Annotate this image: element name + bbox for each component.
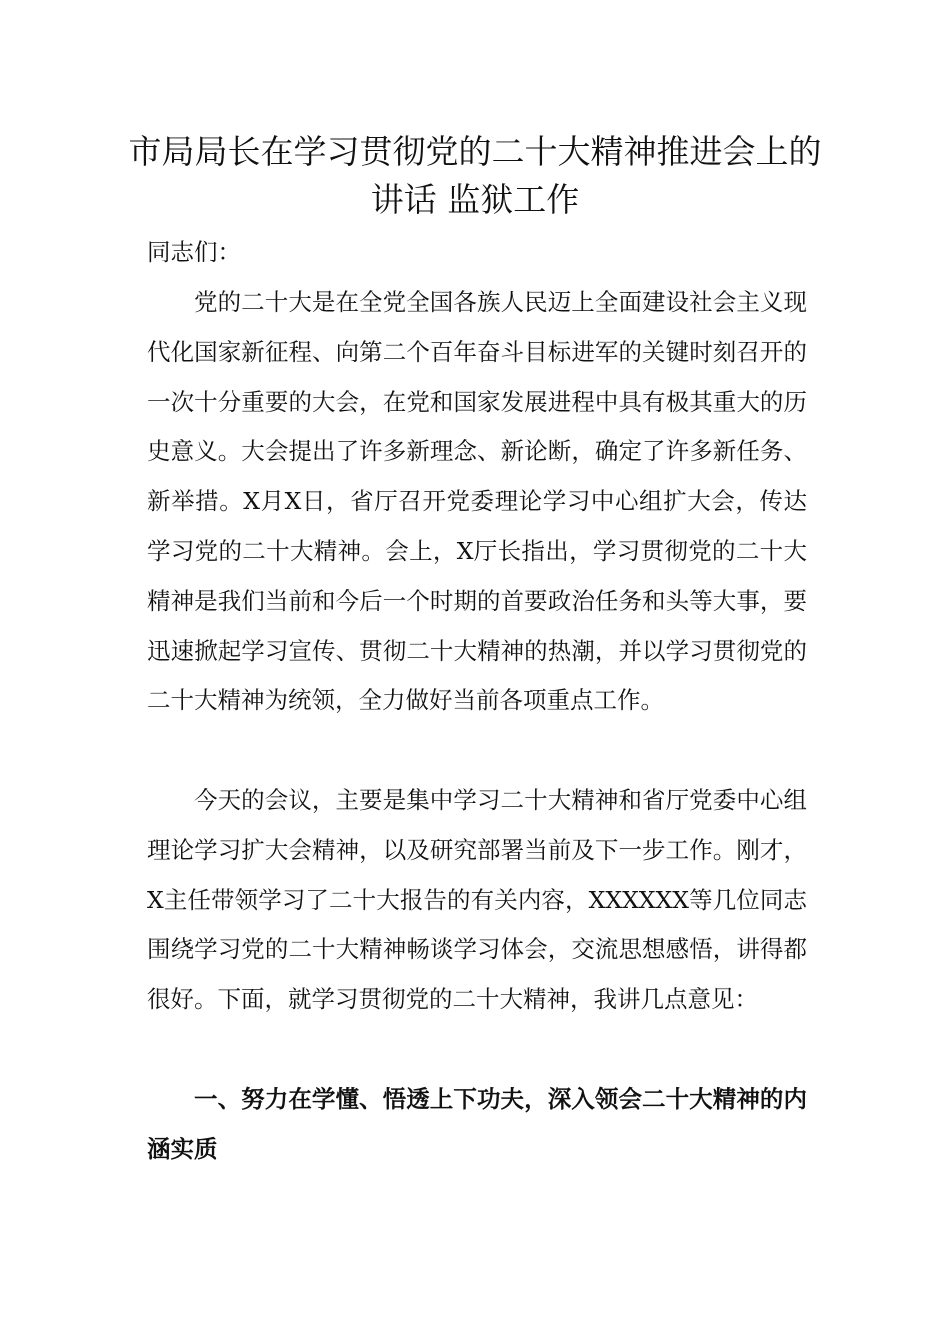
paragraph-2: 今天的会议，主要是集中学习二十大精神和省厅党委中心组理论学习扩大会精神，以及研究部署当前及下一步工作。刚才，X主任带领学习了二十大报告的有关内容，XXXXXX等几位同志围绕学习党的二十大精神畅谈学习体会，交流思想感悟，讲得都很好。下面，就学习贯彻党的二十大精神，我讲几点意见： bbox=[147, 786, 807, 1014]
document-title: 市局局长在学习贯彻党的二十大精神推进会上的讲话 监狱工作 bbox=[128, 132, 822, 219]
paragraph-1: 党的二十大是在全党全国各族人民迈上全面建设社会主义现代化国家新征程、向第二个百年奋斗目标进军的关键时刻召开的一次十分重要的大会，在党和国家发展进程中具有极其重大的历史意义。大会提出了许多新理念、新论断，确定了许多新任务、新举措。X月X日，省厅召开党委理论学习中心组扩大会，传达学习党的二十大精神。会上，X厅长指出，学习贯彻党的二十大精神是我们当前和今后一个时期的首要政治任务和头等大事，要迅速掀起学习宣传、贯彻二十大精神的热潮，并以学习贯彻党的二十大精神为统领，全力做好当前各项重点工作。 bbox=[147, 288, 807, 715]
salutation: 同志们： bbox=[147, 238, 241, 266]
section-heading-1: 一、努力在学懂、悟透上下功夫，深入领会二十大精神的内涵实质 bbox=[147, 1085, 807, 1163]
